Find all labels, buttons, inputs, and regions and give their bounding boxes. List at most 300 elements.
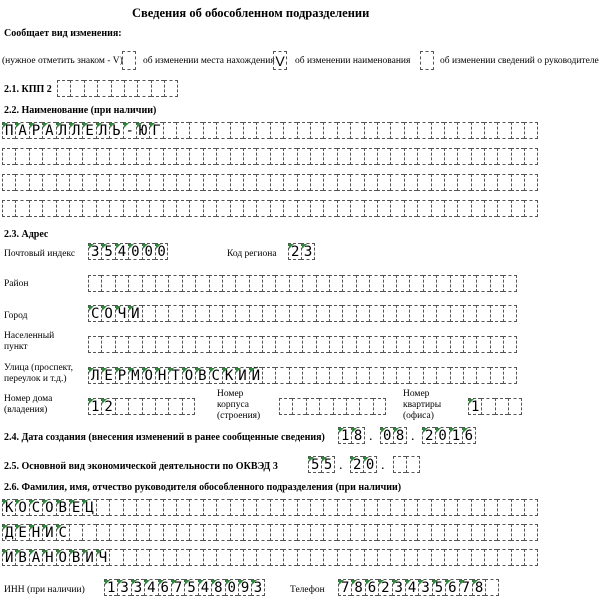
name-line-3-cell[interactable] xyxy=(511,174,524,191)
postcode-cells-cell[interactable]: 3 xyxy=(88,243,101,260)
patronymic-cells-cell[interactable]: Ч xyxy=(96,549,109,566)
name-line-2-cell[interactable] xyxy=(484,148,497,165)
name-line-4-cell[interactable] xyxy=(404,200,417,217)
name-line-1-cell[interactable]: - xyxy=(123,122,136,139)
name-line-3-cell[interactable] xyxy=(123,174,136,191)
city-cells-cell[interactable] xyxy=(450,305,463,322)
surname-cells-cell[interactable] xyxy=(256,499,269,516)
district-cells-cell[interactable] xyxy=(128,275,141,292)
name-line-2-cell[interactable] xyxy=(471,148,484,165)
name-line-3-cell[interactable] xyxy=(189,174,202,191)
patronymic-cells-cell[interactable] xyxy=(297,549,310,566)
street-cells-cell[interactable] xyxy=(289,367,302,384)
surname-cells-cell[interactable] xyxy=(216,499,229,516)
street-cells-cell[interactable]: О xyxy=(182,367,195,384)
city-cells-cell[interactable] xyxy=(222,305,235,322)
name-line-3[interactable] xyxy=(2,174,538,191)
locality-cells-cell[interactable] xyxy=(383,336,396,353)
name-line-4-cell[interactable] xyxy=(56,200,69,217)
locality-cells-cell[interactable] xyxy=(209,336,222,353)
patronymic-cells-cell[interactable] xyxy=(243,549,256,566)
house-cells-cell[interactable] xyxy=(115,398,128,415)
name-line-2-cell[interactable] xyxy=(404,148,417,165)
name-line-2-cell[interactable] xyxy=(123,148,136,165)
street-cells-cell[interactable]: О xyxy=(142,367,155,384)
name-line-4-cell[interactable] xyxy=(230,200,243,217)
name-line-4-cell[interactable] xyxy=(484,200,497,217)
name-line-2-cell[interactable] xyxy=(29,148,42,165)
district-cells-cell[interactable] xyxy=(423,275,436,292)
street-cells-cell[interactable] xyxy=(275,367,288,384)
locality-cells-cell[interactable] xyxy=(101,336,114,353)
name-line-1-cell[interactable] xyxy=(189,122,202,139)
name-line-4-cell[interactable] xyxy=(471,200,484,217)
locality-cells-cell[interactable] xyxy=(235,336,248,353)
name-line-1-cell[interactable] xyxy=(283,122,296,139)
name-line-4-cell[interactable] xyxy=(29,200,42,217)
name-line-3-cell[interactable] xyxy=(69,174,82,191)
name-line-2-cell[interactable] xyxy=(377,148,390,165)
surname-cells-cell[interactable]: Ц xyxy=(82,499,95,516)
date-year-cells-cell[interactable]: 1 xyxy=(449,427,462,444)
name-line-1-cell[interactable] xyxy=(350,122,363,139)
name-line-4-cell[interactable] xyxy=(82,200,95,217)
firstname-cells-cell[interactable] xyxy=(377,524,390,541)
inn-cells-cell[interactable]: 3 xyxy=(117,579,130,596)
surname-cells-cell[interactable] xyxy=(163,499,176,516)
name-line-3-cell[interactable] xyxy=(497,174,510,191)
surname-cells-cell[interactable] xyxy=(471,499,484,516)
phone-cells-cell[interactable]: 6 xyxy=(365,579,378,596)
inn-cells-cell[interactable]: 3 xyxy=(131,579,144,596)
locality-cells-cell[interactable] xyxy=(182,336,195,353)
patronymic-cells-cell[interactable]: И xyxy=(2,549,15,566)
firstname-cells-cell[interactable] xyxy=(297,524,310,541)
name-line-2-cell[interactable] xyxy=(511,148,524,165)
name-line-2-cell[interactable] xyxy=(497,148,510,165)
surname-cells-cell[interactable]: О xyxy=(15,499,28,516)
phone-cells-cell[interactable]: 3 xyxy=(392,579,405,596)
building-cells-cell[interactable] xyxy=(359,398,372,415)
name-line-2[interactable] xyxy=(2,148,538,165)
name-line-1-cell[interactable]: Ь xyxy=(109,122,122,139)
firstname-cells-cell[interactable]: С xyxy=(56,524,69,541)
district-cells-cell[interactable] xyxy=(275,275,288,292)
patronymic-cells-cell[interactable] xyxy=(270,549,283,566)
firstname-cells-cell[interactable] xyxy=(471,524,484,541)
street-cells-cell[interactable]: К xyxy=(222,367,235,384)
firstname-cells-cell[interactable] xyxy=(457,524,470,541)
postcode-cells-cell[interactable]: 0 xyxy=(128,243,141,260)
city-cells-cell[interactable] xyxy=(396,305,409,322)
district-cells-cell[interactable] xyxy=(342,275,355,292)
firstname-cells-cell[interactable] xyxy=(283,524,296,541)
patronymic-cells-cell[interactable] xyxy=(417,549,430,566)
street-cells-cell[interactable] xyxy=(396,367,409,384)
name-line-1-cell[interactable] xyxy=(230,122,243,139)
name-line-1-cell[interactable]: А xyxy=(42,122,55,139)
name-line-4-cell[interactable] xyxy=(15,200,28,217)
building-cells[interactable] xyxy=(279,398,386,415)
surname-cells[interactable] xyxy=(2,499,538,516)
name-line-2-cell[interactable] xyxy=(42,148,55,165)
date-year-cells-cell[interactable]: 0 xyxy=(435,427,448,444)
city-cells-cell[interactable] xyxy=(235,305,248,322)
kpp-cells-cell[interactable] xyxy=(124,80,137,97)
district-cells-cell[interactable] xyxy=(476,275,489,292)
district-cells-cell[interactable] xyxy=(88,275,101,292)
firstname-cells-cell[interactable]: Д xyxy=(2,524,15,541)
firstname-cells-cell[interactable]: Е xyxy=(15,524,28,541)
postcode-cells-cell[interactable]: 5 xyxy=(101,243,114,260)
name-line-2-cell[interactable] xyxy=(149,148,162,165)
checkbox-name[interactable]: V xyxy=(273,51,287,70)
name-line-4-cell[interactable] xyxy=(203,200,216,217)
okved-part-2-cell[interactable]: 2 xyxy=(350,456,363,473)
city-cells[interactable] xyxy=(88,305,517,322)
surname-cells-cell[interactable] xyxy=(497,499,510,516)
name-line-2-cell[interactable] xyxy=(2,148,15,165)
name-line-4-cell[interactable] xyxy=(243,200,256,217)
name-line-3-cell[interactable] xyxy=(404,174,417,191)
district-cells-cell[interactable] xyxy=(262,275,275,292)
locality-cells-cell[interactable] xyxy=(275,336,288,353)
city-cells-cell[interactable] xyxy=(476,305,489,322)
district-cells-cell[interactable] xyxy=(436,275,449,292)
name-line-2-cell[interactable] xyxy=(323,148,336,165)
name-line-1-cell[interactable] xyxy=(471,122,484,139)
locality-cells-cell[interactable] xyxy=(115,336,128,353)
name-line-4-cell[interactable] xyxy=(189,200,202,217)
surname-cells-cell[interactable] xyxy=(270,499,283,516)
name-line-1-cell[interactable] xyxy=(176,122,189,139)
name-line-4-cell[interactable] xyxy=(69,200,82,217)
patronymic-cells-cell[interactable] xyxy=(230,549,243,566)
kpp-cells[interactable] xyxy=(57,80,178,97)
city-cells-cell[interactable] xyxy=(195,305,208,322)
name-line-2-cell[interactable] xyxy=(243,148,256,165)
kpp-cells-cell[interactable] xyxy=(57,80,70,97)
surname-cells-cell[interactable] xyxy=(297,499,310,516)
name-line-3-cell[interactable] xyxy=(471,174,484,191)
name-line-3-cell[interactable] xyxy=(364,174,377,191)
name-line-3-cell[interactable] xyxy=(417,174,430,191)
firstname-cells-cell[interactable] xyxy=(310,524,323,541)
district-cells-cell[interactable] xyxy=(155,275,168,292)
firstname-cells-cell[interactable]: Н xyxy=(29,524,42,541)
city-cells-cell[interactable] xyxy=(369,305,382,322)
name-line-1-cell[interactable] xyxy=(364,122,377,139)
name-line-2-cell[interactable] xyxy=(56,148,69,165)
phone-cells-cell[interactable]: 2 xyxy=(378,579,391,596)
date-day-cells-cell[interactable]: 8 xyxy=(351,427,364,444)
name-line-4-cell[interactable] xyxy=(176,200,189,217)
firstname-cells-cell[interactable] xyxy=(431,524,444,541)
postcode-cells-cell[interactable]: 4 xyxy=(115,243,128,260)
city-cells-cell[interactable]: И xyxy=(128,305,141,322)
street-cells-cell[interactable] xyxy=(436,367,449,384)
surname-cells-cell[interactable] xyxy=(149,499,162,516)
firstname-cells-cell[interactable] xyxy=(176,524,189,541)
inn-cells[interactable] xyxy=(104,579,265,596)
name-line-3-cell[interactable] xyxy=(524,174,537,191)
region-cells[interactable] xyxy=(288,243,315,260)
name-line-2-cell[interactable] xyxy=(69,148,82,165)
city-cells-cell[interactable] xyxy=(182,305,195,322)
patronymic-cells-cell[interactable] xyxy=(176,549,189,566)
name-line-4-cell[interactable] xyxy=(283,200,296,217)
okved-part-3-cell[interactable] xyxy=(393,456,406,473)
city-cells-cell[interactable] xyxy=(249,305,262,322)
name-line-2-cell[interactable] xyxy=(203,148,216,165)
patronymic-cells-cell[interactable] xyxy=(123,549,136,566)
name-line-1-cell[interactable] xyxy=(511,122,524,139)
flat-cells[interactable] xyxy=(468,398,522,415)
name-line-3-cell[interactable] xyxy=(323,174,336,191)
patronymic-cells-cell[interactable]: Н xyxy=(42,549,55,566)
street-cells-cell[interactable] xyxy=(409,367,422,384)
district-cells-cell[interactable] xyxy=(289,275,302,292)
firstname-cells-cell[interactable] xyxy=(270,524,283,541)
locality-cells-cell[interactable] xyxy=(168,336,181,353)
patronymic-cells-cell[interactable] xyxy=(189,549,202,566)
street-cells-cell[interactable] xyxy=(423,367,436,384)
street-cells-cell[interactable] xyxy=(329,367,342,384)
name-line-4-cell[interactable] xyxy=(524,200,537,217)
district-cells-cell[interactable] xyxy=(329,275,342,292)
phone-cells[interactable] xyxy=(338,579,499,596)
city-cells-cell[interactable] xyxy=(262,305,275,322)
surname-cells-cell[interactable] xyxy=(203,499,216,516)
surname-cells-cell[interactable] xyxy=(390,499,403,516)
locality-cells-cell[interactable] xyxy=(88,336,101,353)
city-cells-cell[interactable]: О xyxy=(101,305,114,322)
kpp-cells-cell[interactable] xyxy=(97,80,110,97)
name-line-3-cell[interactable] xyxy=(29,174,42,191)
locality-cells[interactable] xyxy=(88,336,517,353)
house-cells-cell[interactable]: 2 xyxy=(101,398,114,415)
surname-cells-cell[interactable] xyxy=(404,499,417,516)
name-line-1-cell[interactable] xyxy=(243,122,256,139)
street-cells-cell[interactable]: Й xyxy=(249,367,262,384)
firstname-cells-cell[interactable] xyxy=(404,524,417,541)
name-line-3-cell[interactable] xyxy=(96,174,109,191)
house-cells-cell[interactable]: 1 xyxy=(88,398,101,415)
district-cells[interactable] xyxy=(88,275,517,292)
house-cells-cell[interactable] xyxy=(182,398,195,415)
name-line-1-cell[interactable] xyxy=(524,122,537,139)
inn-cells-cell[interactable]: 4 xyxy=(144,579,157,596)
kpp-cells-cell[interactable] xyxy=(151,80,164,97)
name-line-3-cell[interactable] xyxy=(56,174,69,191)
building-cells-cell[interactable] xyxy=(319,398,332,415)
city-cells-cell[interactable] xyxy=(168,305,181,322)
name-line-1-cell[interactable]: Л xyxy=(69,122,82,139)
district-cells-cell[interactable] xyxy=(450,275,463,292)
phone-cells-cell[interactable]: 7 xyxy=(459,579,472,596)
phone-cells-cell[interactable]: 4 xyxy=(405,579,418,596)
street-cells-cell[interactable] xyxy=(356,367,369,384)
name-line-4-cell[interactable] xyxy=(109,200,122,217)
street-cells-cell[interactable] xyxy=(342,367,355,384)
date-day-cells[interactable] xyxy=(338,427,365,444)
flat-cells-cell[interactable] xyxy=(495,398,508,415)
name-line-4-cell[interactable] xyxy=(350,200,363,217)
name-line-1-cell[interactable] xyxy=(431,122,444,139)
name-line-2-cell[interactable] xyxy=(457,148,470,165)
postcode-cells-cell[interactable]: 0 xyxy=(155,243,168,260)
locality-cells-cell[interactable] xyxy=(222,336,235,353)
firstname-cells-cell[interactable] xyxy=(109,524,122,541)
name-line-2-cell[interactable] xyxy=(310,148,323,165)
locality-cells-cell[interactable] xyxy=(476,336,489,353)
surname-cells-cell[interactable] xyxy=(310,499,323,516)
firstname-cells-cell[interactable] xyxy=(123,524,136,541)
name-line-1-cell[interactable] xyxy=(310,122,323,139)
district-cells-cell[interactable] xyxy=(142,275,155,292)
patronymic-cells-cell[interactable] xyxy=(323,549,336,566)
city-cells-cell[interactable] xyxy=(302,305,315,322)
name-line-1-cell[interactable]: Ю xyxy=(136,122,149,139)
inn-cells-cell[interactable]: 7 xyxy=(171,579,184,596)
patronymic-cells[interactable] xyxy=(2,549,538,566)
name-line-4-cell[interactable] xyxy=(511,200,524,217)
patronymic-cells-cell[interactable] xyxy=(364,549,377,566)
city-cells-cell[interactable] xyxy=(275,305,288,322)
phone-cells-cell[interactable]: 8 xyxy=(472,579,485,596)
name-line-3-cell[interactable] xyxy=(136,174,149,191)
name-line-1-cell[interactable]: Р xyxy=(29,122,42,139)
name-line-2-cell[interactable] xyxy=(350,148,363,165)
city-cells-cell[interactable] xyxy=(329,305,342,322)
phone-cells-cell[interactable]: 6 xyxy=(445,579,458,596)
name-line-3-cell[interactable] xyxy=(243,174,256,191)
surname-cells-cell[interactable] xyxy=(96,499,109,516)
locality-cells-cell[interactable] xyxy=(302,336,315,353)
kpp-cells-cell[interactable] xyxy=(137,80,150,97)
locality-cells-cell[interactable] xyxy=(356,336,369,353)
firstname-cells[interactable] xyxy=(2,524,538,541)
locality-cells-cell[interactable] xyxy=(342,336,355,353)
district-cells-cell[interactable] xyxy=(383,275,396,292)
surname-cells-cell[interactable] xyxy=(243,499,256,516)
surname-cells-cell[interactable] xyxy=(444,499,457,516)
kpp-cells-cell[interactable] xyxy=(164,80,177,97)
street-cells-cell[interactable] xyxy=(503,367,516,384)
firstname-cells-cell[interactable] xyxy=(69,524,82,541)
patronymic-cells-cell[interactable] xyxy=(444,549,457,566)
patronymic-cells-cell[interactable]: А xyxy=(29,549,42,566)
name-line-2-cell[interactable] xyxy=(283,148,296,165)
surname-cells-cell[interactable] xyxy=(123,499,136,516)
okved-part-1-cell[interactable]: 5 xyxy=(308,456,321,473)
locality-cells-cell[interactable] xyxy=(369,336,382,353)
name-line-3-cell[interactable] xyxy=(82,174,95,191)
district-cells-cell[interactable] xyxy=(168,275,181,292)
name-line-3-cell[interactable] xyxy=(377,174,390,191)
kpp-cells-cell[interactable] xyxy=(84,80,97,97)
firstname-cells-cell[interactable] xyxy=(444,524,457,541)
region-cells-cell[interactable]: 2 xyxy=(288,243,301,260)
locality-cells-cell[interactable] xyxy=(503,336,516,353)
surname-cells-cell[interactable] xyxy=(337,499,350,516)
name-line-1-cell[interactable]: А xyxy=(15,122,28,139)
flat-cells-cell[interactable]: 1 xyxy=(468,398,481,415)
locality-cells-cell[interactable] xyxy=(450,336,463,353)
firstname-cells-cell[interactable] xyxy=(484,524,497,541)
name-line-4-cell[interactable] xyxy=(431,200,444,217)
street-cells-cell[interactable]: Л xyxy=(88,367,101,384)
street-cells-cell[interactable]: С xyxy=(209,367,222,384)
patronymic-cells-cell[interactable] xyxy=(283,549,296,566)
name-line-3-cell[interactable] xyxy=(457,174,470,191)
name-line-2-cell[interactable] xyxy=(390,148,403,165)
phone-cells-cell[interactable]: 5 xyxy=(432,579,445,596)
street-cells-cell[interactable]: И xyxy=(235,367,248,384)
patronymic-cells-cell[interactable] xyxy=(377,549,390,566)
patronymic-cells-cell[interactable] xyxy=(404,549,417,566)
surname-cells-cell[interactable]: С xyxy=(29,499,42,516)
date-month-cells-cell[interactable]: 0 xyxy=(380,427,393,444)
street-cells-cell[interactable]: Н xyxy=(155,367,168,384)
city-cells-cell[interactable] xyxy=(209,305,222,322)
surname-cells-cell[interactable] xyxy=(350,499,363,516)
name-line-3-cell[interactable] xyxy=(256,174,269,191)
name-line-1-cell[interactable] xyxy=(404,122,417,139)
okved-part-2[interactable] xyxy=(350,456,377,473)
city-cells-cell[interactable] xyxy=(463,305,476,322)
city-cells-cell[interactable] xyxy=(409,305,422,322)
kpp-cells-cell[interactable] xyxy=(111,80,124,97)
name-line-4-cell[interactable] xyxy=(216,200,229,217)
district-cells-cell[interactable] xyxy=(101,275,114,292)
patronymic-cells-cell[interactable] xyxy=(163,549,176,566)
street-cells-cell[interactable]: Т xyxy=(168,367,181,384)
street-cells[interactable] xyxy=(88,367,517,384)
building-cells-cell[interactable] xyxy=(279,398,292,415)
street-cells-cell[interactable]: Р xyxy=(115,367,128,384)
name-line-3-cell[interactable] xyxy=(484,174,497,191)
locality-cells-cell[interactable] xyxy=(155,336,168,353)
city-cells-cell[interactable] xyxy=(142,305,155,322)
building-cells-cell[interactable] xyxy=(333,398,346,415)
inn-cells-cell[interactable]: 5 xyxy=(184,579,197,596)
surname-cells-cell[interactable]: К xyxy=(2,499,15,516)
surname-cells-cell[interactable] xyxy=(176,499,189,516)
firstname-cells-cell[interactable] xyxy=(136,524,149,541)
street-cells-cell[interactable] xyxy=(450,367,463,384)
district-cells-cell[interactable] xyxy=(209,275,222,292)
name-line-2-cell[interactable] xyxy=(230,148,243,165)
name-line-4-cell[interactable] xyxy=(256,200,269,217)
name-line-2-cell[interactable] xyxy=(96,148,109,165)
locality-cells-cell[interactable] xyxy=(195,336,208,353)
patronymic-cells-cell[interactable] xyxy=(431,549,444,566)
patronymic-cells-cell[interactable] xyxy=(484,549,497,566)
name-line-1-cell[interactable] xyxy=(337,122,350,139)
name-line-4-cell[interactable] xyxy=(323,200,336,217)
firstname-cells-cell[interactable] xyxy=(230,524,243,541)
name-line-4-cell[interactable] xyxy=(390,200,403,217)
district-cells-cell[interactable] xyxy=(396,275,409,292)
surname-cells-cell[interactable] xyxy=(457,499,470,516)
locality-cells-cell[interactable] xyxy=(463,336,476,353)
date-day-cells-cell[interactable]: 1 xyxy=(338,427,351,444)
city-cells-cell[interactable] xyxy=(490,305,503,322)
locality-cells-cell[interactable] xyxy=(262,336,275,353)
name-line-1-cell[interactable] xyxy=(497,122,510,139)
inn-cells-cell[interactable]: 0 xyxy=(225,579,238,596)
